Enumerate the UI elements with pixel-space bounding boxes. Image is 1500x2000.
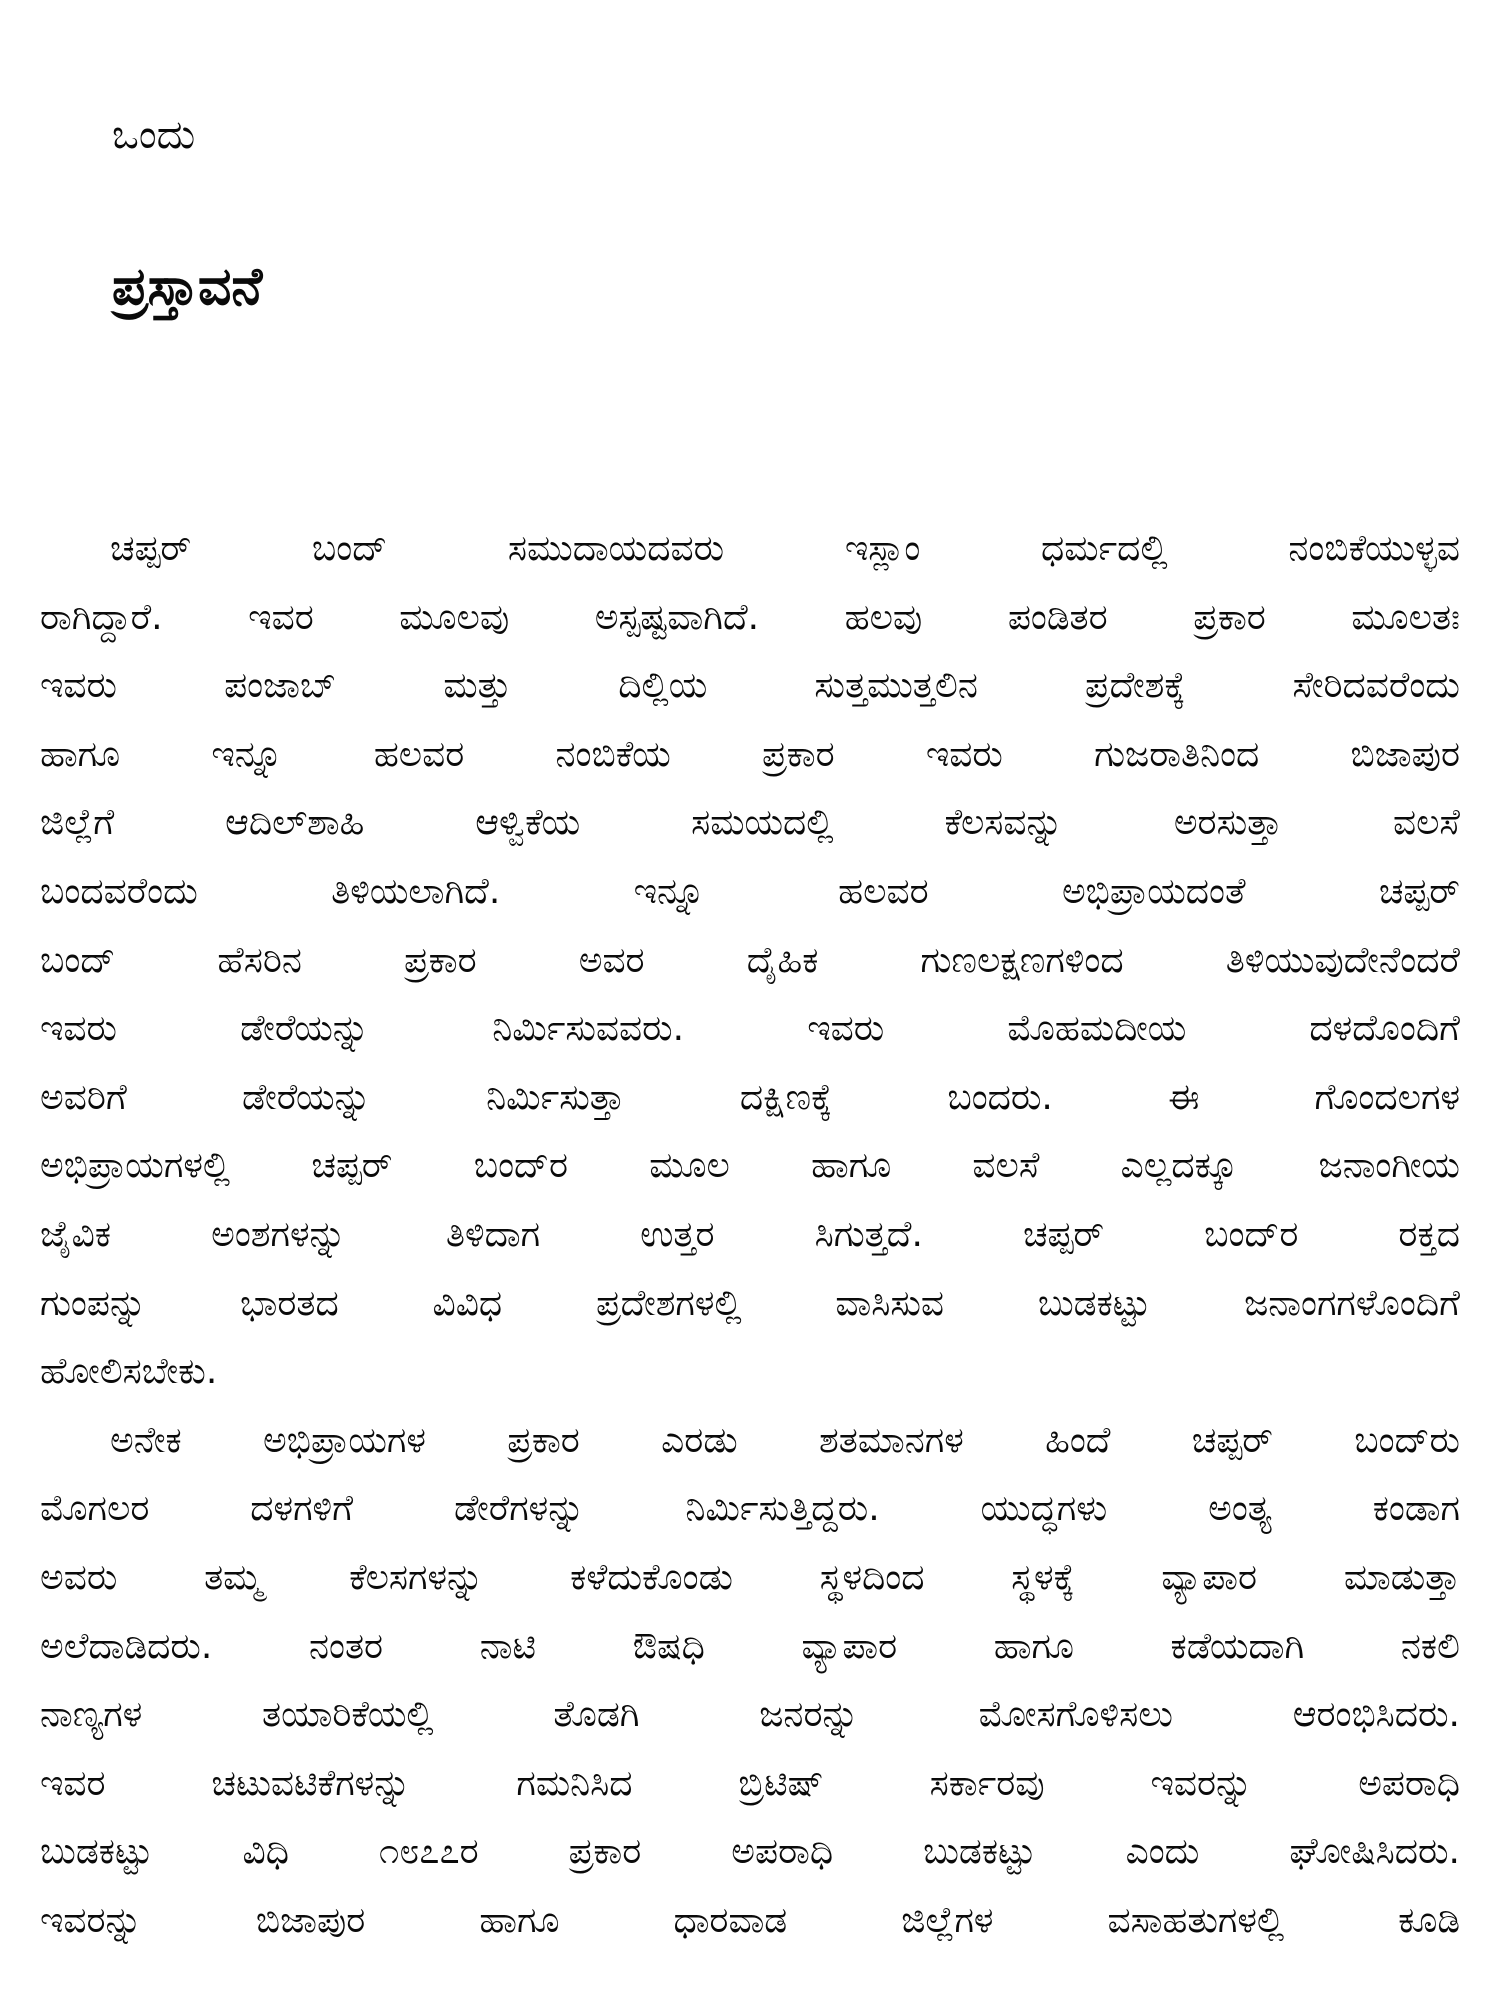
body-text — [40, 515, 1460, 1955]
paragraph-1-line: ಅಭಿಪ್ರಾಯಗಳಲ್ಲಿ ಚಪ್ಪರ್ ಬಂದ್‌ರ ಮೂಲ ಹಾಗೂ ವಲಸೆ ಎಲ್ಲದಕ್ಕೂ ಜನಾಂಗೀಯ — [40, 1145, 1460, 1187]
paragraph-1-line: ಇವರು ಪಂಜಾಬ್ ಮತ್ತು ದಿಲ್ಲಿಯ ಸುತ್ತಮುತ್ತಲಿನ ಪ್ರದೇಶಕ್ಕೆ ಸೇರಿದವರೆಂದು — [40, 665, 1460, 707]
paragraph-1-line: ಚಪ್ಪರ್ ಬಂದ್ ಸಮುದಾಯದವರು ಇಸ್ಲಾಂ ಧರ್ಮದಲ್ಲಿ ನಂಬಿಕೆಯುಳ್ಳವ — [110, 528, 1460, 569]
paragraph-1-line: ಬಂದವರೆಂದು ತಿಳಿಯಲಾಗಿದೆ. ಇನ್ನೂ ಹಲವರ ಅಭಿಪ್ರಾಯದಂತೆ ಚಪ್ಪರ್ — [40, 870, 1460, 912]
paragraph-1-line: ಜಿಲ್ಲೆಗೆ ಆದಿಲ್‌ಶಾಹಿ ಆಳ್ವಿಕೆಯ ಸಮಯದಲ್ಲಿ ಕೆಲಸವನ್ನು ಅರಸುತ್ತಾ ವಲಸೆ — [40, 802, 1460, 844]
paragraph-2-line: ಬುಡಕಟ್ಟು ವಿಧಿ ೧೮೭೭ರ ಪ್ರಕಾರ ಅಪರಾಧಿ ಬುಡಕಟ್ಟು ಎಂದು ಘೋಷಿಸಿದರು. — [40, 1831, 1460, 1873]
paragraph-1-line: ರಾಗಿದ್ದಾರೆ. ಇವರ ಮೂಲವು ಅಸ್ಪಷ್ಟವಾಗಿದೆ. ಹಲವು ಪಂಡಿತರ ಪ್ರಕಾರ ಮೂಲತಃ — [40, 596, 1460, 638]
paragraph-2-line: ಮೊಗಲರ ದಳಗಳಿಗೆ ಡೇರೆಗಳನ್ನು ನಿರ್ಮಿಸುತ್ತಿದ್ದರು. ಯುದ್ಧಗಳು ಅಂತ್ಯ ಕಂಡಾಗ — [40, 1488, 1460, 1530]
paragraph-1-line: ಜೈವಿಕ ಅಂಶಗಳನ್ನು ತಿಳಿದಾಗ ಉತ್ತರ ಸಿಗುತ್ತದೆ. ಚಪ್ಪರ್ ಬಂದ್‌ರ ರಕ್ತದ — [40, 1213, 1460, 1255]
paragraph-2-line: ನಾಣ್ಯಗಳ ತಯಾರಿಕೆಯಲ್ಲಿ ತೊಡಗಿ ಜನರನ್ನು ಮೋಸಗೊಳಿಸಲು ಆರಂಭಿಸಿದರು. — [40, 1694, 1460, 1736]
paragraph-2-line: ಅವರು ತಮ್ಮ ಕೆಲಸಗಳನ್ನು ಕಳೆದುಕೊಂಡು ಸ್ಥಳದಿಂದ ಸ್ಥಳಕ್ಕೆ ವ್ಯಾಪಾರ ಮಾಡುತ್ತಾ — [40, 1556, 1460, 1598]
paragraph-2-line: ಇವರನ್ನು ಬಿಜಾಪುರ ಹಾಗೂ ಧಾರವಾಡ ಜಿಲ್ಲೆಗಳ ವಸಾಹತುಗಳಲ್ಲಿ ಕೂಡಿ — [40, 1899, 1460, 1941]
paragraph-1-line: ಗುಂಪನ್ನು ಭಾರತದ ವಿವಿಧ ಪ್ರದೇಶಗಳಲ್ಲಿ ವಾಸಿಸುವ ಬುಡಕಟ್ಟು ಜನಾಂಗಗಳೊಂದಿಗೆ — [40, 1282, 1460, 1324]
paragraph-1-line: ಇವರು ಡೇರೆಯನ್ನು ನಿರ್ಮಿಸುವವರು. ಇವರು ಮೊಹಮದೀಯ ದಳದೊಂದಿಗೆ — [40, 1008, 1460, 1050]
paragraph-2-line: ಅಲೆದಾಡಿದರು. ನಂತರ ನಾಟಿ ಔಷಧಿ ವ್ಯಾಪಾರ ಹಾಗೂ ಕಡೆಯದಾಗಿ ನಕಲಿ — [40, 1625, 1460, 1667]
paragraph-1-line: ಹಾಗೂ ಇನ್ನೂ ಹಲವರ ನಂಬಿಕೆಯ ಪ್ರಕಾರ ಇವರು ಗುಜರಾತಿನಿಂದ ಬಿಜಾಪುರ — [40, 733, 1460, 775]
paragraph-1-line: ಅವರಿಗೆ ಡೇರೆಯನ್ನು ನಿರ್ಮಿಸುತ್ತಾ ದಕ್ಷಿಣಕ್ಕೆ ಬಂದರು. ಈ ಗೊಂದಲಗಳ — [40, 1076, 1460, 1118]
paragraph-1-line: ಬಂದ್ ಹೆಸರಿನ ಪ್ರಕಾರ ಅವರ ದೈಹಿಕ ಗುಣಲಕ್ಷಣಗಳಿಂದ ತಿಳಿಯುವುದೇನೆಂದರೆ — [40, 939, 1460, 981]
paragraph-2-line: ಅನೇಕ ಅಭಿಪ್ರಾಯಗಳ ಪ್ರಕಾರ ಎರಡು ಶತಮಾನಗಳ ಹಿಂದೆ ಚಪ್ಪರ್ ಬಂದ್‌ರು — [110, 1419, 1460, 1461]
chapter-number: ಒಂದು — [112, 112, 196, 158]
paragraph-2-line: ಇವರ ಚಟುವಟಿಕೆಗಳನ್ನು ಗಮನಿಸಿದ ಬ್ರಿಟಿಷ್ ಸರ್ಕಾರವು ಇವರನ್ನು ಅಪರಾಧಿ — [40, 1762, 1460, 1804]
chapter-title: ಪ್ರಸ್ತಾವನೆ — [112, 257, 263, 317]
paragraph-1-line: ಹೋಲಿಸಬೇಕು. — [40, 1351, 218, 1393]
